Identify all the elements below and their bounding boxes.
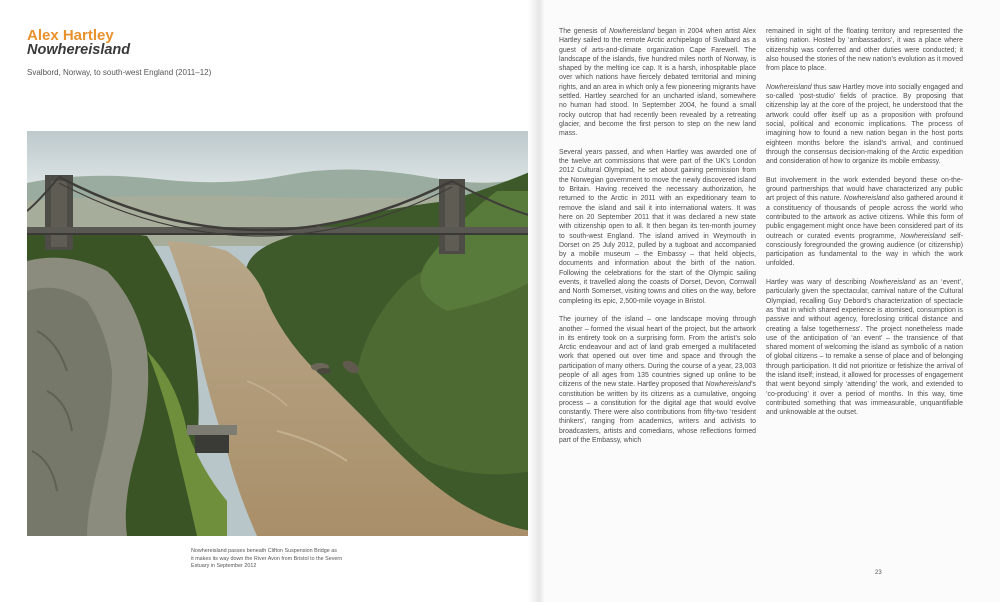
body-paragraph: Several years passed, and when Hartley was awarded one of the twelve art commissions that were part of the UK’s London 2012 Cultural Olympiad, he set about gaining permission from the Norwegian government to move the newly discovered island to Britain. Having received the necessary authorization, he returned to the Arctic in 2011 with an expeditionary team to remove the island and sail it into international waters. It was here on 20 September 2011 that it was declared a new state with citizenship open to all. It then began its ten-month journey to south-west England. The island arrived in Weymouth in Dorset on 25 July 2012, pulled by a tugboat and accompanied by a mobile museum – the Embassy – that held objects, documents and information about the birth of the nation. Following the celebrations for the start of the Olympic sailing events, it travelled along the coasts of Dorset, Devon, Cornwall and North Somerset, visiting towns and cities on the way, before completing its epic, 2,500-mile voyage in Bristol.: [559, 148, 756, 305]
artist-name: Alex Hartley: [27, 27, 114, 44]
book-gutter: [528, 0, 544, 602]
page-number: 23: [875, 570, 882, 576]
photo-caption: [191, 548, 371, 571]
photo-caption-line: Estuary in September 2012: [191, 563, 257, 569]
photo-caption-line: Nowhereisland passes beneath Clifton Suspension Bridge as: [191, 548, 337, 554]
landscape-photo-icon: [27, 131, 532, 536]
text-column-1: [559, 27, 756, 455]
work-title: Nowhereisland: [27, 42, 131, 58]
body-paragraph: The journey of the island – one landscape moving through another – formed the visual heart of the project, but the artwork in its entirety took on a surprising form. From the artist’s solo Arctic endeavour and act of land grab emerged a multifaceted work that opened out over time and space and through the participation of many others. During the course of a year, 23,003 people of all ages from 135 countries signed up online to be citizens of the new state. Hartley proposed that Nowhereisland’s constitution be written by its citizens as a cumulative, ongoing process – a constitution for the digital age that would evolve constantly. There were also contributions from fifty-two ‘resident thinkers’, ranging from academics, writers and activists to broadcasters, artists and comedians, whose reflections formed part of the Embassy, which: [559, 316, 756, 445]
photo-caption-line: it makes its way down the River Avon from Bristol to the Severn: [191, 555, 343, 562]
body-paragraph: remained in sight of the floating territory and represented the visiting nation. Hosted by ‘ambassadors’, it was a place where citizenship was conferred and other duties were conducted; it also housed the stories of the new nation’s evolution as it moved from place to place.: [766, 28, 963, 73]
location-dates: Svalbord, Norway, to south-west England (2011–12): [27, 68, 212, 77]
body-paragraph: Nowhereisland thus saw Hartley move into socially engaged and so-called ‘post-studio’ fields of practice. By proposing that citizenship lay at the core of the project, he understood that the artwork could offer itself up as a proposition with profound social, political and economic implications. The process of imagining how to found a new nation began in the host ports eighteen months before the island’s arrival, and continued through the consensus decision-making of the Arctic expedition and consideration of how to organize its mobile embassy.: [766, 83, 963, 166]
text-column-2: [766, 27, 963, 427]
body-paragraph: The genesis of Nowhereisland began in 2004 when artist Alex Hartley sailed to the remote Arctic archipelago of Svalbard as a guest of arts-and-climate organization Cape Farewell. The landscape of the islands, five hundred miles north of Norway, is shaped by the melting ice cap. It is a harsh, inhospitable place over which nations have fiercely debated territorial and mining rights, and an area in which only a few pioneering migrants have settled. Hartley searched for an uncharted island, somewhere no human had stood. In September 2004, he found a small rocky outcrop that had recently been revealed by a retreating glacier, and become the first person to step on the new land mass.: [559, 28, 756, 138]
body-paragraph: Hartley was wary of describing Nowhereisland as an ‘event’, particularly given the spectacular, carnival nature of the Cultural Olympiad, recalling Guy Debord’s characterization of spectacle as ‘that in which shared experience is atomised, consumption is passive and without agency, foreclosing critical distance and creating a false togetherness’. The project nonetheless made use of the anticipation of ‘an event’ – the transience of that shared moment of welcoming the island as symbolic of a nation of global citizens – to remake a sense of place and of belonging through participation. It did not prioritize or fetishize the arrival of the island itself; instead, it allowed for processes of engagement that went beyond simply ‘attending’ the work, and extended to ‘co-producing’ it over a period of months. In this way, time contributed something that was immeasurable, unquantifiable and unknowable at the outset.: [766, 279, 963, 417]
body-paragraph: But involvement in the work extended beyond these on-the-ground partnerships that would have characterized any public art project of this nature. Nowhereisland also gathered around it a constituency of thousands of people across the world who contributed to the artwork as active citizens. While this form of public engagement might once have been considered part of its outreach or curated events programme, Nowhereisland self-consciously foregrounded the growing audience (or citizenship) participation as fundamental to the way in which the work unfolded.: [766, 176, 963, 268]
